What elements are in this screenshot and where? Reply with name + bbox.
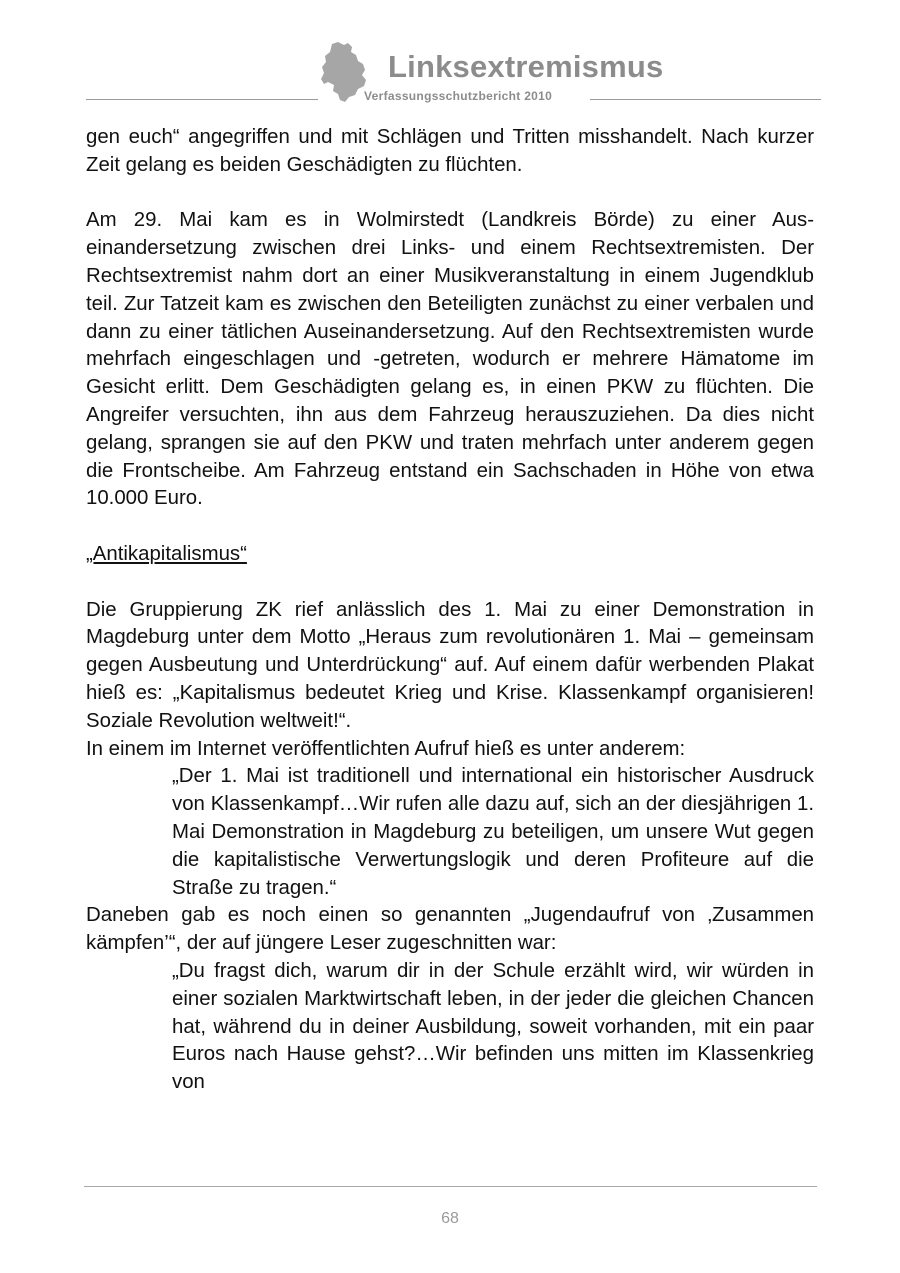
footer-rule [84, 1186, 817, 1187]
paragraph-youth-call: Daneben gab es noch einen so genannten „Jugendaufruf von ‚Zusammen kämpfen’“, der auf jüngere Leser zugeschnitten war: [86, 904, 814, 955]
header-rule-left [86, 99, 318, 100]
paragraph-spacer [86, 569, 814, 597]
paragraph-demonstration: Die Gruppierung ZK rief anlässlich des 1. Mai zu einer Demonstration in Magdeburg unter dem Motto „Heraus zum revolutionären 1. Mai – gemeinsam gegen Ausbeutung und Unterdrückung“ auf. Auf einem dafür werbenden Plakat hieß es: „Kapitalismus bedeutet Krieg und Krise. Klassenkampf organisieren! Soziale Revolution weltweit!“. [86, 598, 814, 732]
section-heading: „Antikapitalismus“ [86, 542, 247, 565]
state-map-shape [321, 42, 366, 102]
quote-may-day: „Der 1. Mai ist traditionell und international ein historischer Ausdruck von Klassenkampf…Wir rufen alle dazu auf, sich an der diesjährigen 1. Mai Demonstration in Magdeburg zu beteiligen, um unsere Wut gegen die kapitalistische Verwertungslogik und deren Profiteure auf die Straße zu tragen.“ [172, 765, 814, 899]
paragraph-spacer [86, 513, 814, 541]
paragraph-internet-call: In einem im Internet veröffentlichten Aufruf hieß es unter anderem: [86, 737, 686, 760]
paragraph-spacer [86, 180, 814, 208]
page-number: 68 [441, 1210, 459, 1227]
header-rule-right [590, 99, 821, 100]
header-title: Linksextremismus [388, 49, 664, 84]
quote-youth: „Du fragst dich, warum dir in der Schule erzählt wird, wir würden in einer sozialen Marktwirtschaft leben, in der jeder die gleichen Chancen hat, während du in deiner Ausbildung, soweit vorhanden, mit ein paar Euros nach Hause gehst?…Wir befinden uns mitten im Klassenkrieg von [172, 959, 814, 1094]
page-header [0, 0, 900, 110]
paragraph-continuation: gen euch“ angegriffen und mit Schlägen und Tritten misshandelt. Nach kurzer Zeit gelang es beiden Geschädigten zu flüchten. [86, 126, 814, 176]
paragraph-wolmirstedt: Am 29. Mai kam es in Wolmirstedt (Landkreis Börde) zu einer Auseinandersetzung zwischen drei Links- und einem Rechtsextremisten. Der Rechtsextremist nahm dort an einer Musikveranstaltung in einem Jugendklub teil. Zur Tatzeit kam es zwischen den Beteiligten zunächst zu einer verbalen und dann zu einer tätlichen Auseinandersetzung. Auf den Rechtsextremisten wurde mehrfach eingeschlagen und -getreten, wodurch er mehrere Hämatome im Gesicht erlitt. Dem Geschädigten gelang es, in einen PKW zu flüchten. Die Angreifer versuchten, ihn aus dem Fahrzeug herauszuziehen. Da dies nicht gelang, sprangen sie auf den PKW und traten mehrfach unter anderem gegen die Frontscheibe. Am Fahrzeug entstand ein Sachschaden in Höhe von etwa 10.000 Euro. [86, 209, 814, 510]
header-subtitle: Verfassungsschutzbericht 2010 [364, 89, 553, 103]
page-body [86, 124, 814, 1097]
